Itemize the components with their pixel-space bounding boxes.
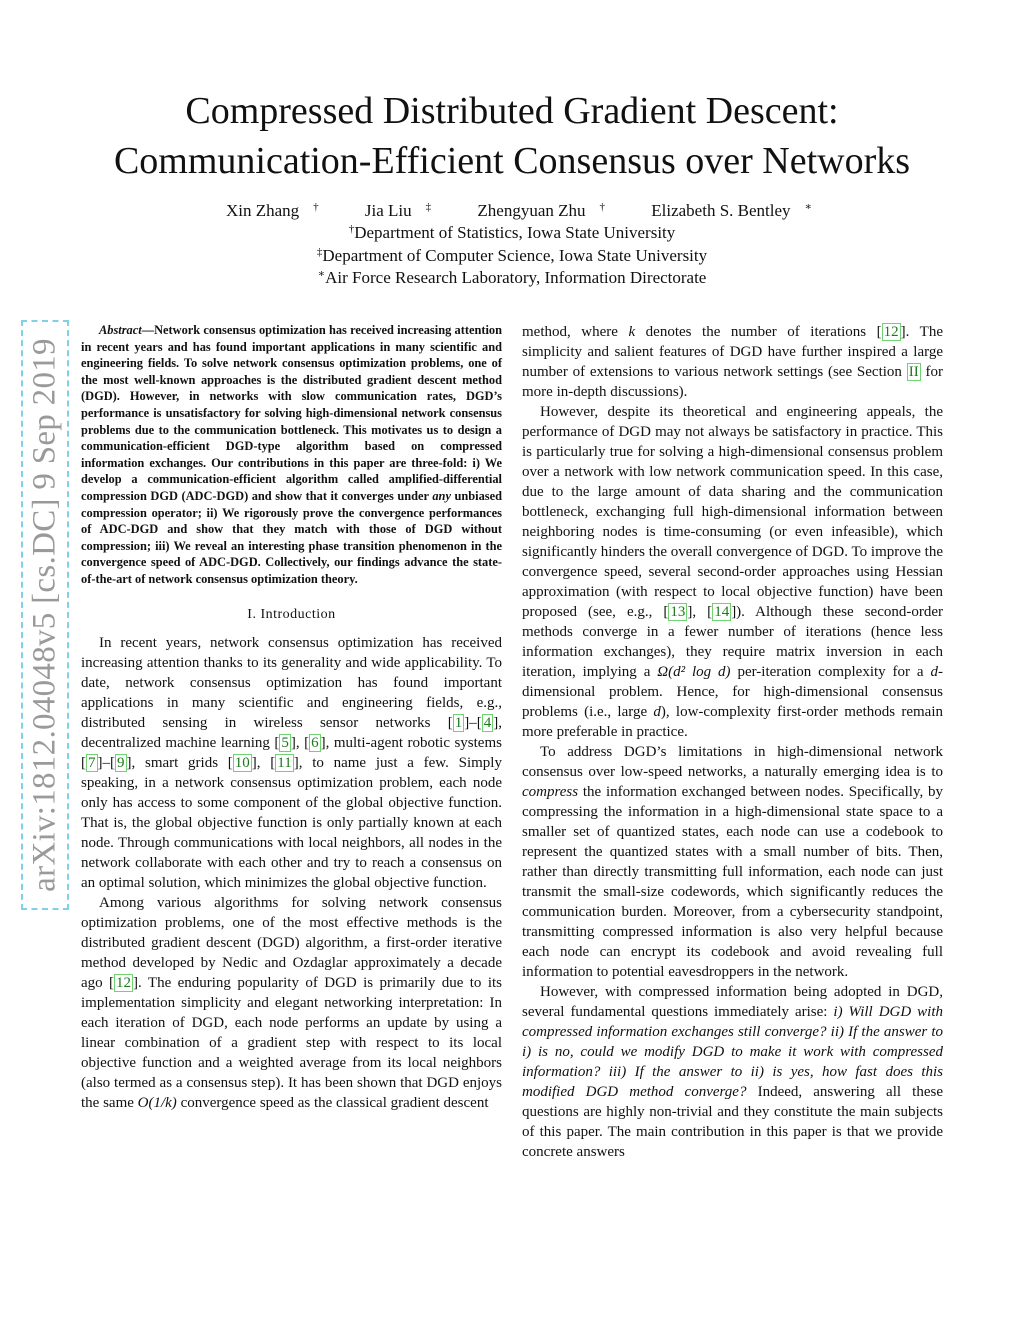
section-heading-introduction: I. Introduction — [247, 606, 336, 622]
right-paragraph-3: To address DGD’s limitations in high-dimensional network consensus over low-speed networks, a naturally emerging idea is to compress the information exchanged between nodes. Specifically, by compressing the information in a high-dimensional state space to a smaller set of quantized states, each node can use a codebook to represent the quantized states with a small number of bits. Then, rather than directly transmitting full information, each node can just transmit the small-size codewords, which significantly reduces the communication burden. Moreover, from a cybersecurity standpoint, transmitting compressed information is also very helpful because each node can encrypt its codebook and avoid revealing full information to potential eavesdroppers in the network. — [522, 744, 943, 980]
citation-link[interactable]: 6 — [311, 734, 319, 751]
citation-link[interactable]: 10 — [234, 754, 250, 771]
author: Jia Liu ‡ — [364, 201, 432, 220]
citation-link[interactable]: 1 — [454, 714, 463, 731]
arxiv-identifier: arXiv:1812.04048v5 [cs.DC] 9 Sep 2019 — [26, 338, 63, 892]
abstract: Abstract—Network consensus optimization has received increasing attention in recent years and has found important applications in many scientific and engineering fields. To solve network consensus optimization problems, one of the most well-known approaches is the distributed gradient descent method (DGD). However, in networks with slow communication rates, DGD’s performance is unsatisfactory for solving high-dimensional network consensus problems due to the communication bottleneck. This motivates us to design a communication-efficient DGD-type algorithm based on compressed information exchanges. Our contributions in this paper are three-fold: i) We develop a communication-efficient algorithm called amplified-differential compression DGD (ADC-DGD) and show that it converges under any unbiased compression operator; ii) We rigorously prove the convergence performances of ADC-DGD and show that they match with those of DGD without compression; iii) We reveal an interesting phase transition phenomenon in the convergence speed of ADC-DGD. Collectively, our findings advance the state-of-the-art of network consensus optimization theory. — [81, 323, 503, 586]
title-line-1: Compressed Distributed Gradient Descent: — [185, 90, 839, 132]
right-paragraph-2: However, despite its theoretical and engineering appeals, the performance of DGD may not always be satisfactory in practice. This is particularly true for solving a high-dimensional consensus problem over a network with low network communication speed. In this case, due to the large amount of data sharing and the communication bottleneck, exchanging full high-dimensional information between neighboring nodes is time-consuming (or even infeasible), which significantly hinders the overall convergence of DGD. To improve the convergence speed, several second-order approaches using Hessian approximation (with respect to local objective function) have been proposed (see, e.g., [ 13 ], [ 14 ]). Although these second-order methods converge in a fewer number of iterations (hence less information exchanges), they require matrix inversion in each iteration, implying a Ω(d² log d) per-iteration complexity for a d-dimensional problem. Hence, for high-dimensional consensus problems (i.e., large d), low-complexity first-order methods remain more preferable in practice. — [522, 404, 943, 740]
math-expression: O(1/k) — [137, 1094, 177, 1111]
math-expression: Ω(d² log d) — [657, 664, 731, 680]
affiliation: †Department of Statistics, Iowa State University — [348, 223, 676, 242]
citation-link[interactable]: 12 — [883, 324, 899, 340]
citation-link[interactable]: 12 — [116, 974, 132, 991]
citation-link[interactable]: 13 — [670, 604, 686, 620]
right-paragraph-4: However, with compressed information being adopted in DGD, several fundamental questions immediately arise: i) Will DGD with compressed information exchanges still converge? ii) If the answer to i) is no, could we modify DGD to make it work with compressed information? iii) If the answer to ii) is yes, how fast does this modified DGD method converge? Indeed, answering all these questions are highly non-trivial and they constitute the main subjects of this paper. The main contribution in this paper is that we provide concrete answers — [522, 984, 943, 1160]
citation-link[interactable]: 4 — [483, 714, 492, 731]
right-column — [522, 322, 943, 1162]
section-link[interactable]: II — [908, 364, 919, 380]
citation-link[interactable]: 14 — [714, 604, 730, 620]
right-paragraph-1: method, where k denotes the number of iterations [ 12 ]. The simplicity and salient features of DGD have further inspired a large number of extensions to various network settings (see Section II for more in-depth discussions). — [522, 324, 943, 400]
author: Xin Zhang † — [225, 201, 319, 220]
citation-link[interactable]: 5 — [281, 734, 289, 751]
intro-paragraph-2: Among various algorithms for solving network consensus optimization problems, one of the most effective methods is the distributed gradient descent (DGD) algorithm, a first-order iterative method developed by Nedic and Ozdaglar approximately a decade ago [ 12 ]. The enduring popularity of DGD is primarily due to its implementation simplicity and elegant networking interpretation: In each iteration of DGD, each node performs an update by using a linear combination of a gradient step with respect to its local objective function and a weighted average from its local neighbors (also termed as a consensus step). It has been shown that DGD enjoys the same O(1/k) convergence speed as the classical gradient descent — [81, 894, 502, 1111]
title-line-2: Communication-Efficient Consensus over Networks — [113, 140, 911, 182]
author: Zhengyuan Zhu † — [477, 201, 606, 220]
citation-link[interactable]: 9 — [117, 754, 125, 771]
author: Elizabeth S. Bentley ∗ — [651, 201, 813, 220]
affiliation: ∗Air Force Research Laboratory, Information Directorate — [317, 268, 707, 287]
left-column — [81, 322, 502, 1113]
arxiv-stamp — [21, 320, 69, 910]
paper-title — [60, 86, 964, 186]
author-block — [60, 200, 964, 290]
citation-link[interactable]: 11 — [277, 754, 292, 771]
affiliation: ‡Department of Computer Science, Iowa State University — [316, 245, 708, 265]
citation-link[interactable]: 7 — [88, 754, 96, 771]
author-list — [60, 200, 964, 222]
intro-paragraph-1: In recent years, network consensus optimization has received increasing attention thanks to its generality and wide applicability. To date, network consensus optimization has found important applications in many scientific and engineering fields, e.g., distributed sensing in wireless sensor networks [ 1 ]–[ 4 ], decentralized machine learning [ 5 ], [ 6 ], multi-agent robotic systems [ 7 ]–[ 9 ], smart grids [ 10 ], [ 11 ], to name just a few. Simply speaking, in a network consensus optimization problem, each node only has access to some component of the global objective function. That is, the global objective function is only partially known at each node. Through communications with local neighbors, all nodes in the network collaborate with each other and try to reach a consensus on an optimal solution, which minimizes the global objective function. — [81, 634, 502, 891]
